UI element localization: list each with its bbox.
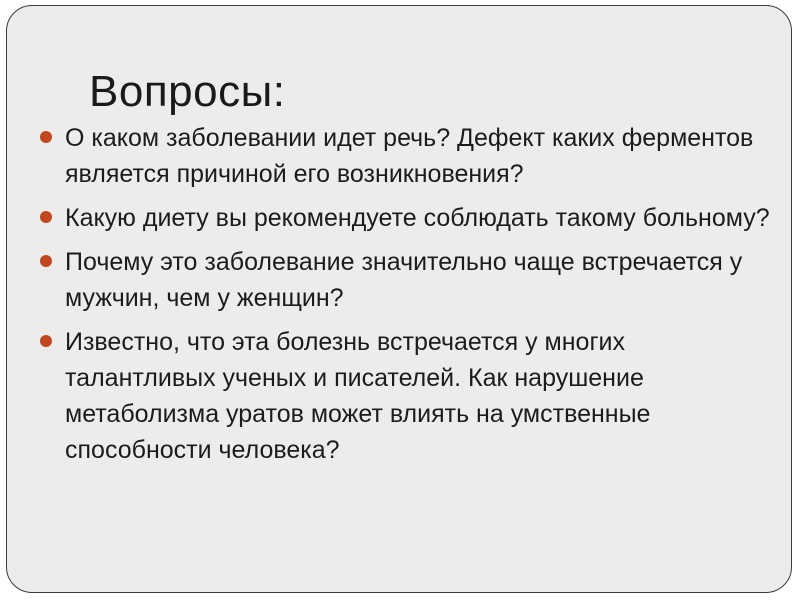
question-text: О каком заболевании идет речь? Дефект каких ферментов является причиной его возникновения? [65, 124, 754, 188]
list-item [37, 200, 777, 236]
slide [6, 5, 792, 593]
list-item [37, 120, 777, 192]
bullet-dot-icon [40, 335, 52, 347]
bullet-dot-icon [40, 131, 52, 143]
list-item [37, 324, 777, 468]
bullet-dot-icon [40, 211, 52, 223]
question-text: Почему это заболевание значительно чаще встречается у мужчин, чем у женщин? [65, 248, 743, 312]
slide-title: Вопросы: [89, 67, 286, 116]
question-text: Известно, что эта болезнь встречается у многих талантливых ученых и писателей. Как нарушение метаболизма уратов может влиять на умственные способности человека? [65, 328, 651, 464]
question-list [37, 120, 777, 476]
list-item [37, 244, 777, 316]
bullet-dot-icon [40, 255, 52, 267]
question-text: Какую диету вы рекомендуете соблюдать такому больному? [65, 204, 770, 232]
